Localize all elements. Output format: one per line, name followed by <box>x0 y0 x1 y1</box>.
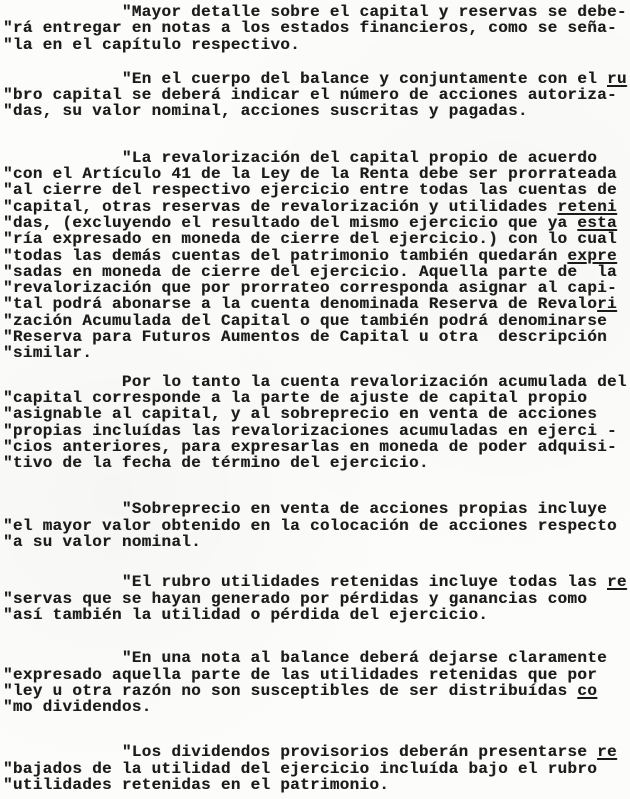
text-line: "revalorización que por prorrateo corresponda asignar al capi- <box>3 279 617 298</box>
text-line: "propias incluídas las revalorizaciones acumuladas en ejerci - <box>3 421 617 440</box>
paragraph-8 <box>3 744 630 793</box>
text-line: "cios anteriores, para expresarlas en moneda de poder adquisi- <box>3 437 617 456</box>
paragraph-3 <box>3 150 630 362</box>
text-line: "das, su valor nominal, acciones suscritas y pagadas. <box>3 102 528 121</box>
text-line: "En una nota al balance deberá dejarse claramente <box>3 649 607 668</box>
paragraph-6 <box>3 574 630 623</box>
text-line: "asignable al capital, y al sobreprecio en venta de acciones <box>3 405 598 424</box>
text-line: "En el cuerpo del balance y conjuntamente con el ru <box>3 69 627 88</box>
continuation-underline: reteni <box>557 197 617 216</box>
text-line: "Mayor detalle sobre el capital y reservas se debe- <box>3 3 627 21</box>
text-line: "expresado aquella parte de las utilidades retenidas que por <box>3 665 598 684</box>
text-line: "rá entregar en notas a los estados financieros, como se seña- <box>3 19 617 38</box>
paragraph-5 <box>3 501 630 550</box>
text-line: "Reserva para Futuros Aumentos de Capital u otra descripción <box>3 328 607 347</box>
continuation-underline: esta <box>577 213 617 232</box>
continuation-underline: ri <box>597 295 617 314</box>
text-line: "El rubro utilidades retenidas incluye todas las re <box>3 573 627 592</box>
text-line: "utilidades retenidas en el patrimonio. <box>3 775 390 794</box>
text-line: "capital corresponde a la parte de ajuste de capital propio <box>3 388 588 407</box>
continuation-underline: expre <box>567 246 617 265</box>
paragraph-7 <box>3 650 630 715</box>
text-line: "ley u otra razón no son susceptibles de ser distribuídas co <box>3 681 598 700</box>
text-line: "ría expresado en moneda de cierre del ejercicio.) con lo cual <box>3 230 617 249</box>
text-line: "Los dividendos provisorios deberán presentarse re <box>3 743 617 762</box>
continuation-underline: ru <box>607 69 627 88</box>
text-line: "tal podrá abonarse a la cuenta denominada Reserva de Revalori <box>3 295 617 314</box>
text-line: "el mayor valor obtenido en la colocación de acciones respecto <box>3 516 617 535</box>
paragraph-2 <box>3 71 630 120</box>
text-line: "servas que se hayan generado por pérdidas y ganancias como <box>3 589 588 608</box>
text-line: "Sobreprecio en venta de acciones propias incluye <box>3 500 607 519</box>
continuation-underline: re <box>597 743 617 762</box>
continuation-underline: co <box>577 681 598 700</box>
text-line: "mo dividendos. <box>3 698 152 717</box>
text-line: "todas las demás cuentas del patrimonio también quedarán expre <box>3 246 617 265</box>
text-line: "La revalorización del capital propio de acuerdo <box>3 148 598 167</box>
text-line: "bajados de la utilidad del ejercicio incluída bajo el rubro <box>3 759 598 778</box>
text-line: "con el Artículo 41 de la Ley de la Renta debe ser prorrateada <box>3 165 617 184</box>
text-line: "así también la utilidad o pérdida del ejercicio. <box>3 605 489 624</box>
text-line: "a su valor nominal. <box>3 533 202 552</box>
paragraph-1 <box>3 4 630 53</box>
text-line: "tivo de la fecha de término del ejercicio. <box>3 454 429 473</box>
text-line: "capital, otras reservas de revalorización y utilidades reteni <box>3 197 617 216</box>
text-line: "bro capital se deberá indicar el número de acciones autoriza- <box>3 86 617 105</box>
text-line: "zación Acumulada del Capital o que también podrá denominarse <box>3 311 607 330</box>
paragraph-4 <box>3 374 630 472</box>
text-line: "das, (excluyendo el resultado del mismo ejercicio que ya esta <box>3 213 617 232</box>
text-line: "sadas en moneda de cierre del ejercicio. Aquella parte de la <box>3 262 617 281</box>
text-line: "la en el capítulo respectivo. <box>3 35 301 54</box>
text-line: "similar. <box>3 344 93 363</box>
document-text <box>3 4 630 793</box>
text-line: "al cierre del respectivo ejercicio entre todas las cuentas de <box>3 181 617 200</box>
continuation-underline: re <box>607 573 627 592</box>
text-line: Por lo tanto la cuenta revalorización acumulada del <box>3 372 627 391</box>
